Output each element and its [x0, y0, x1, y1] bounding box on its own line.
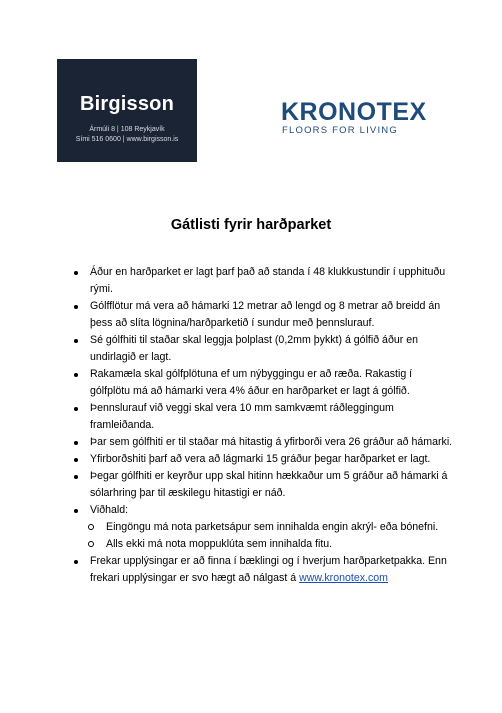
list-item — [74, 400, 454, 434]
checklist — [74, 264, 454, 587]
list-item-text: Þennslurauf við veggi skal vera 10 mm samkvæmt ráðleggingum framleiðanda. — [90, 402, 394, 431]
bullet-icon — [74, 339, 78, 343]
kronotex-link[interactable]: www.kronotex.com — [299, 572, 388, 584]
sub-list-item — [74, 519, 454, 536]
list-item — [74, 298, 454, 332]
list-item-text: Rakamæla skal gólfplötuna ef um nýbyggingu er að ræða. Rakastig í gólfplötu má að hámarki vera 4% áður en harðparket er lagt á gólfið. — [90, 368, 413, 397]
bullet-icon — [74, 305, 78, 309]
kronotex-tagline: FLOORS FOR LIVING — [282, 125, 398, 136]
bullet-icon — [74, 475, 78, 479]
bullet-icon — [74, 373, 78, 377]
birgisson-address: Ármúli 8 | 108 Reykjavík — [89, 126, 165, 133]
circle-bullet-icon — [88, 524, 94, 530]
bullet-icon — [74, 509, 78, 513]
birgisson-contact: Sími 516 0600 | www.birgisson.is — [75, 136, 179, 143]
list-item-text: Gólfflötur má vera að hámarki 12 metrar að lengd og 8 metrar að breidd án þess að slíta lögnina/harðparketið í sundur með þennslurauf. — [90, 300, 441, 329]
sub-list-item-text: Alls ekki má nota moppuklúta sem innihalda fitu. — [106, 538, 333, 550]
kronotex-brand: KRONOTEX — [281, 98, 427, 126]
sub-list-item — [74, 536, 454, 553]
sub-list-item-text: Eingöngu má nota parketsápur sem innihalda engin akrýl- eða bónefni. — [106, 521, 439, 533]
birgisson-logo — [57, 59, 197, 162]
bullet-icon — [74, 271, 78, 275]
list-item — [74, 264, 454, 298]
list-item-text: Sé gólfhiti til staðar skal leggja þolplast (0,2mm þykkt) á gólfið áður en undirlagið er lagt. — [90, 334, 418, 363]
bullet-icon — [74, 407, 78, 411]
list-item-final — [74, 553, 454, 587]
list-item-maintenance — [74, 502, 454, 519]
bullet-icon — [74, 458, 78, 462]
list-item — [74, 434, 454, 451]
list-item-text: Þegar gólfhiti er keyrður upp skal hitinn hækkaður um 5 gráður að hámarki á sólarhring þar til æskilegu hitastigi er náð. — [90, 470, 448, 499]
document-title: Gátlisti fyrir harðparket — [170, 217, 332, 233]
bullet-icon — [74, 441, 78, 445]
list-item-text: Frekar upplýsingar er að finna í bæklingi og í hverjum harðparketpakka. Enn frekari upplýsingar er svo hægt að nálgast á — [90, 555, 447, 584]
kronotex-logo — [281, 98, 425, 140]
list-item — [74, 332, 454, 366]
circle-bullet-icon — [88, 541, 94, 547]
list-item-text: Yfirborðshiti þarf að vera að lágmarki 15 gráður þegar harðparket er lagt. — [90, 453, 431, 465]
list-item — [74, 366, 454, 400]
birgisson-logo-name: Birgisson — [79, 93, 175, 115]
list-item — [74, 451, 454, 468]
list-item-text: Áður en harðparket er lagt þarf það að standa í 48 klukkustundir í upphituðu rými. — [90, 266, 446, 295]
maintenance-label: Viðhald: — [90, 504, 129, 516]
bullet-icon — [74, 560, 78, 564]
list-item — [74, 468, 454, 502]
list-item-text: Þar sem gólfhiti er til staðar má hitastig á yfirborði vera 26 gráður að hámarki. — [90, 436, 453, 448]
